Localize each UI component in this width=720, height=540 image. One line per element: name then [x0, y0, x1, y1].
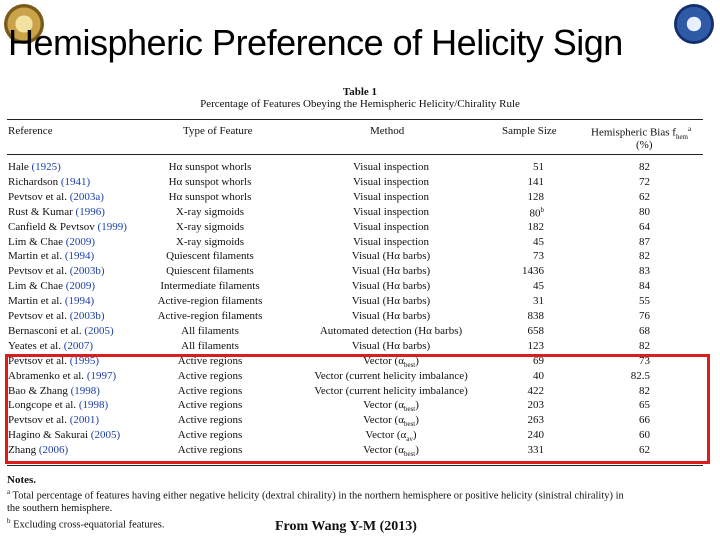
- method-text: Vector (α: [363, 414, 404, 427]
- sample-size-cell: 182: [527, 220, 544, 233]
- feature-type-cell: All filaments: [181, 324, 239, 337]
- notes-title: Notes.: [7, 474, 37, 486]
- method-text: Vector (α: [365, 429, 407, 442]
- sample-size-cell: 40: [533, 369, 544, 382]
- hemispheric-bias-cell: 82: [639, 384, 650, 397]
- feature-type-cell: Active regions: [177, 414, 243, 427]
- method-end: ): [412, 429, 417, 442]
- author-text: Lim & Chae: [8, 280, 63, 293]
- hemispheric-bias-cell: 62: [639, 190, 650, 203]
- hemispheric-bias-cell: 82.5: [630, 369, 650, 382]
- hemispheric-bias-cell: 84: [639, 280, 650, 293]
- table-row: [0, 221, 720, 236]
- note-b: [7, 517, 164, 531]
- method-sub: best: [403, 450, 416, 459]
- author-text: Pevtsov et al.: [8, 265, 67, 278]
- author-text: Zhang: [8, 444, 37, 457]
- note-a-mark: a: [7, 488, 11, 496]
- author-text: Lim & Chae: [8, 235, 63, 248]
- source-footer: From Wang Y-M (2013): [275, 519, 417, 534]
- reference-cell: [8, 265, 105, 277]
- citation-year-link[interactable]: (2003b): [69, 310, 105, 322]
- method-cell: Visual inspection: [352, 175, 430, 188]
- method-text: Vector (α: [363, 399, 404, 412]
- author-text: Richardson: [8, 175, 59, 188]
- method-cell: Visual (Hα barbs): [351, 250, 431, 263]
- hemispheric-bias-cell: 76: [639, 310, 650, 322]
- method-sub: best: [403, 405, 416, 414]
- table-row: [0, 340, 720, 355]
- method-cell: Visual (Hα barbs): [351, 265, 431, 278]
- slide-title: Hemispheric Preference of Helicity Sign: [8, 22, 623, 63]
- citation-year-link[interactable]: (2005): [84, 324, 114, 337]
- hemispheric-bias-cell: 60: [639, 429, 650, 442]
- method-sub: av: [406, 435, 413, 444]
- sample-size-cell: 838: [527, 310, 544, 322]
- sample-size-cell: 45: [533, 280, 544, 293]
- feature-type-cell: Quiescent filaments: [166, 250, 254, 263]
- author-text: Longcope et al.: [8, 399, 77, 412]
- author-text: Martin et al.: [8, 250, 63, 263]
- note-a-line2: the southern hemisphere.: [7, 503, 113, 514]
- method-end: ): [415, 414, 419, 427]
- method-cell: Visual (Hα barbs): [351, 339, 431, 352]
- sample-size-cell: 141: [527, 175, 544, 188]
- sample-size-cell: 240: [527, 429, 544, 442]
- header-reference: Reference: [8, 125, 53, 137]
- sample-size-cell: 69: [533, 354, 544, 367]
- feature-type-cell: Quiescent filaments: [166, 265, 254, 278]
- sample-size-cell: 1436: [522, 265, 544, 278]
- header-type: Type of Feature: [183, 125, 253, 137]
- feature-type-cell: X-ray sigmoids: [175, 205, 245, 218]
- hemispheric-bias-cell: 68: [639, 324, 650, 337]
- sample-size-cell: [500, 206, 544, 220]
- hemispheric-bias-cell: 83: [639, 265, 650, 278]
- author-text: Pevtsov et al.: [8, 190, 67, 203]
- table-header-rule: [7, 154, 703, 155]
- hemispheric-bias-cell: 66: [639, 414, 650, 427]
- feature-type-cell: Active regions: [177, 444, 243, 457]
- method-cell: Visual inspection: [352, 235, 430, 248]
- feature-type-cell: X-ray sigmoids: [175, 235, 245, 248]
- reference-cell: [8, 191, 104, 203]
- hemispheric-bias-cell: 65: [639, 399, 650, 412]
- author-text: Bao & Zhang: [8, 384, 68, 397]
- header-bias-sup: a: [688, 125, 692, 133]
- method-end: ): [415, 444, 419, 457]
- hemispheric-bias-cell: 72: [639, 175, 650, 188]
- table-row: [0, 265, 720, 280]
- sample-size-cell: 31: [533, 295, 544, 308]
- hemispheric-bias-cell: 82: [639, 250, 650, 263]
- sample-size-cell: 331: [527, 444, 544, 457]
- hemispheric-bias-cell: 62: [639, 444, 650, 457]
- hemispheric-bias-cell: 87: [639, 235, 650, 248]
- table-row: [0, 161, 720, 176]
- feature-type-cell: Hα sunspot whorls: [168, 161, 252, 173]
- note-b-text: Excluding cross-equatorial features.: [13, 519, 165, 531]
- citation-year-link[interactable]: (1941): [60, 175, 91, 188]
- header-sample-size: Sample Size: [502, 125, 557, 137]
- sample-size-cell: 658: [527, 324, 544, 337]
- feature-type-cell: Active regions: [177, 384, 243, 397]
- sample-size-cell: 422: [527, 384, 544, 397]
- feature-type-cell: Active regions: [177, 429, 243, 442]
- method-sub: best: [403, 360, 416, 369]
- method-text: Vector (α: [363, 444, 404, 457]
- author-text: Martin et al.: [8, 295, 63, 308]
- note-b-mark: b: [7, 517, 11, 525]
- reference-cell: [8, 295, 94, 307]
- sample-size-cell: 123: [527, 339, 544, 352]
- author-text: Bernasconi et al.: [8, 324, 82, 337]
- table-row: [0, 250, 720, 265]
- method-sub: best: [403, 420, 416, 429]
- feature-type-cell: Active-region filaments: [157, 295, 263, 308]
- citation-year-link[interactable]: (1994): [64, 295, 95, 308]
- note-a-line1: [7, 488, 624, 502]
- citation-year-link[interactable]: (2007): [63, 339, 94, 352]
- citation-year-link[interactable]: (1998): [70, 384, 100, 397]
- header-bias-text: Hemispheric Bias f: [591, 126, 676, 139]
- feature-type-cell: Active regions: [177, 399, 243, 412]
- reference-cell: [8, 310, 105, 322]
- feature-type-cell: Active regions: [177, 369, 243, 382]
- citation-year-link[interactable]: (2009): [65, 235, 96, 248]
- sample-size-cell: 263: [527, 414, 544, 427]
- feature-type-cell: X-ray sigmoids: [175, 220, 245, 233]
- method-cell: Visual (Hα barbs): [351, 310, 431, 322]
- table-row: [0, 176, 720, 191]
- table-row: [0, 280, 720, 295]
- hemispheric-bias-cell: 82: [639, 161, 650, 173]
- sample-size-cell: 45: [533, 235, 544, 248]
- citation-year-link[interactable]: (1995): [69, 354, 100, 367]
- author-text: Pevtsov et al.: [8, 310, 67, 322]
- method-cell: Visual (Hα barbs): [351, 280, 431, 293]
- table-caption: Percentage of Features Obeying the Hemispheric Helicity/Chirality Rule: [200, 98, 520, 110]
- author-text: Abramenko et al.: [8, 369, 85, 382]
- method-cell: Visual inspection: [352, 205, 430, 218]
- feature-type-cell: Hα sunspot whorls: [168, 175, 252, 188]
- hemispheric-bias-cell: 64: [639, 220, 650, 233]
- sample-size-cell: 128: [527, 190, 544, 203]
- method-end: ): [415, 399, 419, 412]
- hemispheric-bias-cell: 80: [639, 205, 650, 218]
- table-row: [0, 310, 720, 325]
- reference-cell: [8, 236, 95, 248]
- citation-year-link[interactable]: (1997): [86, 369, 117, 382]
- method-text: Vector (α: [363, 354, 404, 367]
- feature-type-cell: Active regions: [177, 354, 243, 367]
- method-cell: Visual inspection: [352, 190, 430, 203]
- table-row: [0, 191, 720, 206]
- header-bias-unit: (%): [636, 139, 653, 151]
- solar-observatory-logo-icon: [674, 4, 714, 44]
- reference-cell: [8, 206, 105, 218]
- sample-size-cell: 51: [533, 161, 544, 173]
- citation-year-link[interactable]: (2001): [69, 414, 100, 427]
- sample-size-cell: 203: [527, 399, 544, 412]
- author-text: Hagino & Sakurai: [8, 429, 89, 442]
- sample-size-sup: b: [540, 205, 544, 214]
- reference-cell: [8, 250, 94, 262]
- header-bias-sub: hem: [675, 132, 688, 141]
- author-text: Pevtsov et al.: [8, 414, 67, 427]
- table-top-rule: [7, 119, 703, 120]
- author-text: Canfield & Pevtsov: [8, 220, 95, 233]
- reference-cell: [8, 340, 93, 352]
- method-cell: Visual (Hα barbs): [351, 295, 431, 308]
- citation-year-link[interactable]: (2003b): [69, 265, 105, 278]
- reference-cell: [8, 221, 127, 233]
- citation-year-link[interactable]: (2005): [90, 429, 121, 442]
- table-bottom-rule: [7, 465, 703, 466]
- citation-year-link[interactable]: (2009): [65, 280, 96, 293]
- author-text: Rust & Kumar: [8, 205, 73, 218]
- table-row: [0, 325, 720, 340]
- reference-cell: [8, 176, 90, 188]
- method-cell: Visual inspection: [352, 220, 430, 233]
- author-text: Hale: [8, 161, 29, 173]
- author-text: Yeates et al.: [8, 339, 61, 352]
- citation-year-link[interactable]: (2003a): [69, 190, 104, 203]
- method-end: ): [415, 354, 419, 367]
- method-cell: Vector (current helicity imbalance): [314, 369, 468, 382]
- sample-size-cell: 73: [533, 250, 544, 263]
- citation-year-link[interactable]: (1999): [97, 220, 127, 233]
- citation-year-link[interactable]: (1994): [64, 250, 95, 263]
- sample-size-value: 80: [529, 207, 541, 220]
- hemispheric-bias-cell: 55: [639, 295, 650, 308]
- hemispheric-bias-cell: 73: [639, 354, 650, 367]
- citation-year-link[interactable]: (2006): [38, 444, 69, 457]
- hemispheric-bias-cell: 82: [639, 339, 650, 352]
- table-label: Table 1: [342, 86, 378, 98]
- reference-cell: [8, 161, 61, 173]
- note-a-text: Total percentage of features having either negative helicity (dextral chirality) in the northern hemisphere or positive helicity (sinistral chirality) in: [12, 490, 624, 502]
- method-cell: Automated detection (Hα barbs): [319, 324, 463, 337]
- table-row: [0, 206, 720, 221]
- reference-cell: [8, 280, 95, 292]
- method-cell: Visual inspection: [352, 161, 430, 173]
- feature-type-cell: Active-region filaments: [157, 310, 263, 322]
- feature-type-cell: Intermediate filaments: [160, 280, 260, 293]
- citation-year-link[interactable]: (1925): [31, 161, 61, 173]
- table-row: [0, 236, 720, 251]
- highlight-box-active-regions: [5, 354, 710, 464]
- table-row: [0, 295, 720, 310]
- method-cell: Vector (current helicity imbalance): [314, 384, 468, 397]
- citation-year-link[interactable]: (1998): [78, 399, 109, 412]
- citation-year-link[interactable]: (1996): [75, 205, 105, 218]
- author-text: Pevtsov et al.: [8, 354, 67, 367]
- reference-cell: [8, 325, 114, 337]
- feature-type-cell: Hα sunspot whorls: [168, 190, 252, 203]
- feature-type-cell: All filaments: [181, 339, 239, 352]
- header-method: Method: [370, 125, 405, 137]
